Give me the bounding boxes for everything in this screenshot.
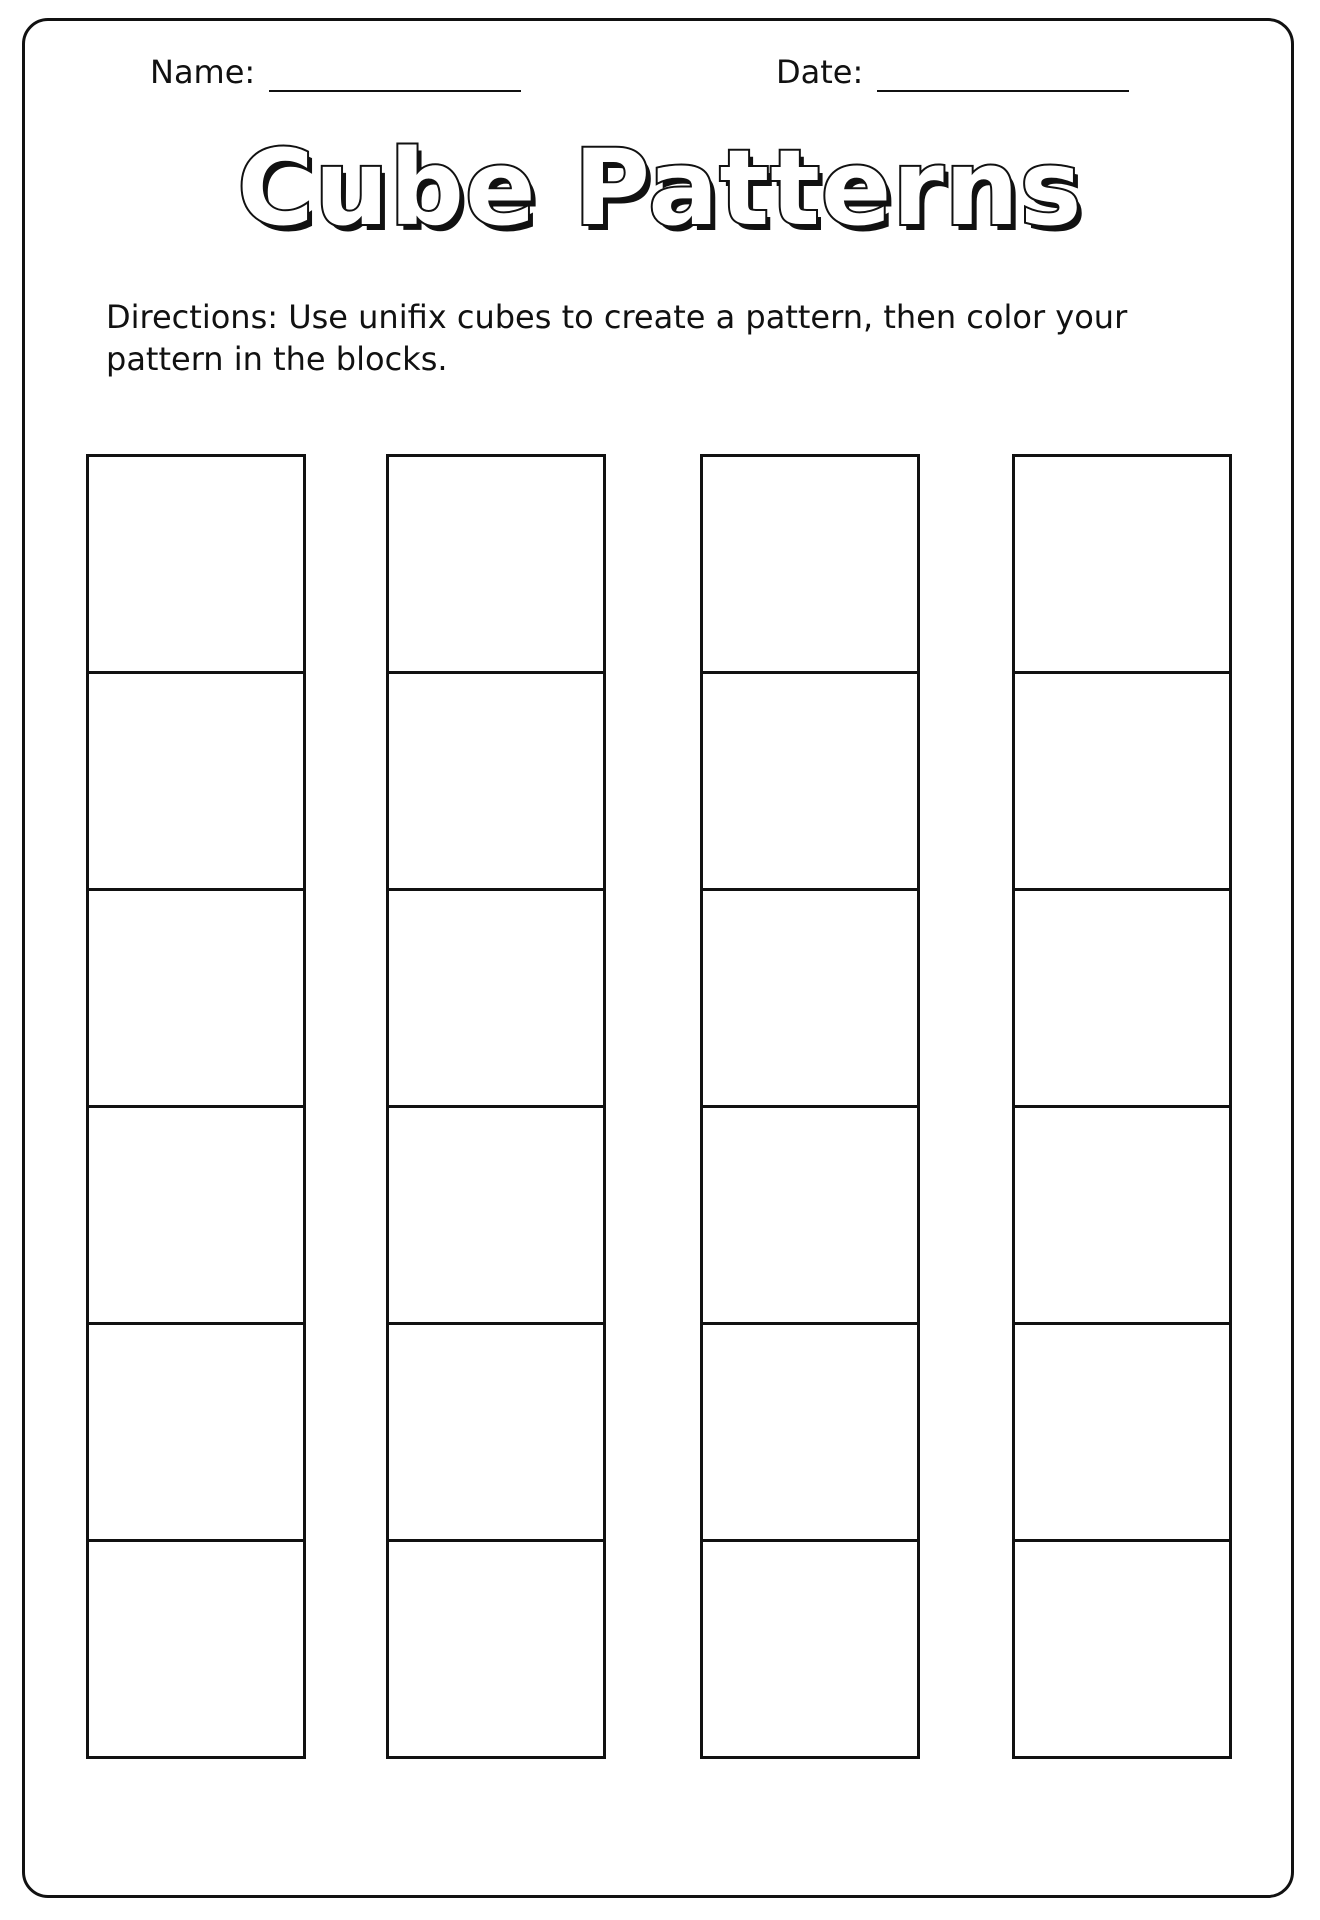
cube-block[interactable] [386, 454, 606, 674]
cube-block[interactable] [86, 1322, 306, 1542]
cube-block[interactable] [700, 454, 920, 674]
cube-column-3 [700, 454, 920, 1759]
page-title: Cube Patterns [237, 127, 1083, 249]
cube-column-1 [86, 454, 306, 1759]
cube-block[interactable] [1012, 671, 1232, 891]
cube-block[interactable] [1012, 1105, 1232, 1325]
cube-block[interactable] [1012, 1539, 1232, 1759]
cube-block[interactable] [700, 1105, 920, 1325]
cube-column-2 [386, 454, 606, 1759]
cube-block[interactable] [700, 1322, 920, 1542]
cube-block[interactable] [86, 454, 306, 674]
cube-block[interactable] [86, 671, 306, 891]
date-label: Date: [776, 53, 864, 91]
cube-block[interactable] [86, 1105, 306, 1325]
cube-block[interactable] [700, 1539, 920, 1759]
cube-block[interactable] [386, 888, 606, 1108]
cube-block[interactable] [386, 1322, 606, 1542]
name-label: Name: [150, 53, 256, 91]
cube-block[interactable] [1012, 1322, 1232, 1542]
directions-text: Directions: Use unifix cubes to create a pattern, then color your pattern in the blocks. [106, 298, 1128, 378]
cube-block[interactable] [386, 1539, 606, 1759]
cube-block[interactable] [700, 888, 920, 1108]
cube-column-4 [1012, 454, 1232, 1759]
cube-block[interactable] [386, 1105, 606, 1325]
cube-block[interactable] [1012, 888, 1232, 1108]
cube-block[interactable] [1012, 454, 1232, 674]
cube-block[interactable] [386, 671, 606, 891]
cube-block[interactable] [700, 671, 920, 891]
cube-block[interactable] [86, 1539, 306, 1759]
cube-block[interactable] [86, 888, 306, 1108]
